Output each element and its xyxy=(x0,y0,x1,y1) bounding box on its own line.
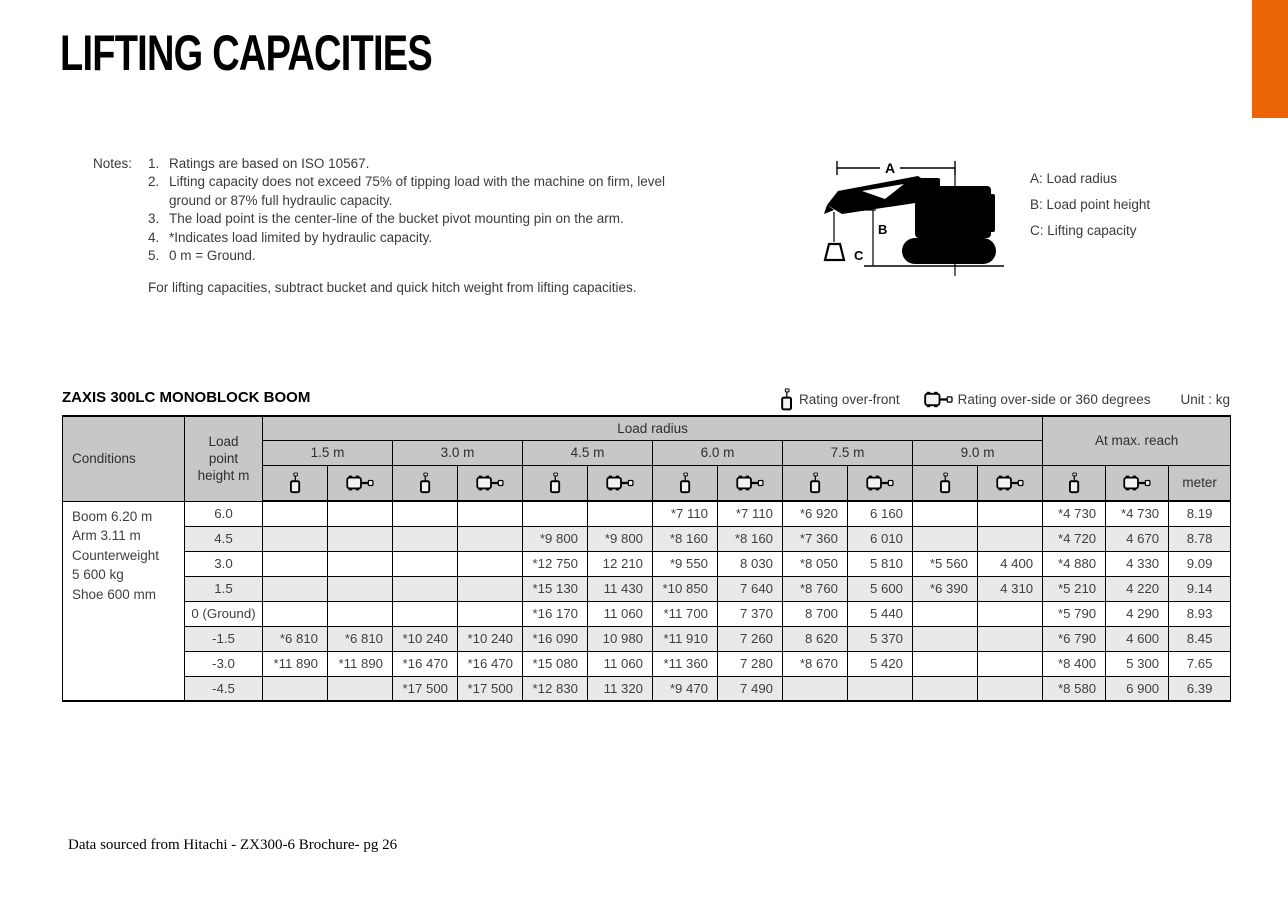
capacity-cell xyxy=(913,651,978,676)
capacity-cell: 7 370 xyxy=(718,601,783,626)
condition-line: Boom 6.20 m xyxy=(72,508,153,524)
capacity-cell xyxy=(263,676,328,701)
rating-legend xyxy=(779,386,1230,412)
capacity-cell: 5 600 xyxy=(848,576,913,601)
capacity-cell: *12 830 xyxy=(523,676,588,701)
radius-header-4-5m: 4.5 m xyxy=(523,440,653,465)
dim-label-a: A xyxy=(885,160,896,176)
side-rating-column-header xyxy=(588,465,653,501)
capacity-cell xyxy=(263,501,328,526)
side-rating-icon xyxy=(1123,474,1151,492)
capacity-cell xyxy=(328,501,393,526)
radius-header-3-0m: 3.0 m xyxy=(393,440,523,465)
table-row xyxy=(63,626,1231,651)
capacity-cell: *6 920 xyxy=(783,501,848,526)
legend-line-a: A: Load radius xyxy=(1030,171,1118,186)
dim-label-b: B xyxy=(878,222,888,237)
side-rating-icon xyxy=(476,474,504,492)
max-reach-meter-cell: 9.09 xyxy=(1169,551,1231,576)
max-reach-meter-cell: 8.93 xyxy=(1169,601,1231,626)
capacity-cell: *8 160 xyxy=(653,526,718,551)
capacity-cell xyxy=(913,601,978,626)
notes-section xyxy=(93,155,713,298)
capacity-cell: 12 210 xyxy=(588,551,653,576)
capacity-cell: *8 760 xyxy=(783,576,848,601)
table-row xyxy=(63,601,1231,626)
capacity-cell xyxy=(263,576,328,601)
lifting-capacity-table xyxy=(62,415,1231,702)
capacity-cell: *6 810 xyxy=(263,626,328,651)
radius-header-1-5m: 1.5 m xyxy=(263,440,393,465)
note-item xyxy=(148,229,693,247)
note-item xyxy=(148,247,693,265)
notes-footnote: For lifting capacities, subtract bucket and quick hitch weight from lifting capacities. xyxy=(148,280,637,296)
capacity-cell: 7 280 xyxy=(718,651,783,676)
capacity-cell xyxy=(913,501,978,526)
capacity-cell xyxy=(328,601,393,626)
table-row xyxy=(63,526,1231,551)
capacity-cell: 11 060 xyxy=(588,651,653,676)
side-rating-column-header xyxy=(848,465,913,501)
excavator-dimension-diagram xyxy=(822,148,1014,280)
capacity-cell: *7 360 xyxy=(783,526,848,551)
max-reach-meter-cell: 8.78 xyxy=(1169,526,1231,551)
capacity-cell: *16 090 xyxy=(523,626,588,651)
capacity-cell: *8 050 xyxy=(783,551,848,576)
capacity-cell: 11 060 xyxy=(588,601,653,626)
capacity-cell: 8 700 xyxy=(783,601,848,626)
capacity-cell: 8 620 xyxy=(783,626,848,651)
capacity-cell xyxy=(458,526,523,551)
front-rating-column-header xyxy=(913,465,978,501)
page-title: LIFTING CAPACITIES xyxy=(60,25,432,81)
note-item xyxy=(148,210,693,228)
front-rating-icon xyxy=(288,472,302,494)
notes-label: Notes: xyxy=(93,156,133,171)
side-rating-column-header xyxy=(328,465,393,501)
page-corner-accent xyxy=(1252,0,1288,118)
front-rating-icon xyxy=(548,472,562,494)
capacity-cell: *6 790 xyxy=(1043,626,1106,651)
front-rating-column-header xyxy=(1043,465,1106,501)
capacity-cell: 8 030 xyxy=(718,551,783,576)
capacity-cell: *4 720 xyxy=(1043,526,1106,551)
condition-line: 5 600 kg xyxy=(72,567,124,583)
capacity-cell xyxy=(913,526,978,551)
capacity-cell: *7 110 xyxy=(653,501,718,526)
notes-list xyxy=(148,155,693,298)
capacity-cell: *11 890 xyxy=(328,651,393,676)
capacity-cell: *8 580 xyxy=(1043,676,1106,701)
conditions-cell xyxy=(63,501,185,701)
capacity-cell: *5 210 xyxy=(1043,576,1106,601)
capacity-cell: *4 880 xyxy=(1043,551,1106,576)
table-row xyxy=(63,501,1231,526)
capacity-cell: 5 300 xyxy=(1106,651,1169,676)
load-point-height-cell: -4.5 xyxy=(185,676,263,701)
dim-label-c: C xyxy=(854,248,864,263)
capacity-cell xyxy=(328,526,393,551)
table-title: ZAXIS 300LC MONOBLOCK BOOM xyxy=(62,389,311,406)
front-rating-icon xyxy=(1067,472,1081,494)
load-point-height-cell: -1.5 xyxy=(185,626,263,651)
side-rating-icon xyxy=(996,474,1024,492)
front-rating-icon xyxy=(938,472,952,494)
capacity-cell: 4 600 xyxy=(1106,626,1169,651)
front-rating-icon xyxy=(678,472,692,494)
capacity-cell: *10 240 xyxy=(458,626,523,651)
capacity-cell xyxy=(328,551,393,576)
note-text: Lifting capacity does not exceed 75% of tipping load with the machine on firm, level ground or 87% full hydraulic capacity. xyxy=(169,174,666,208)
capacity-cell: 5 440 xyxy=(848,601,913,626)
max-reach-header: At max. reach xyxy=(1043,416,1231,465)
note-item xyxy=(148,155,693,173)
capacity-cell xyxy=(458,601,523,626)
capacity-cell: *5 790 xyxy=(1043,601,1106,626)
meter-column-header: meter xyxy=(1169,465,1231,501)
capacity-cell: *11 910 xyxy=(653,626,718,651)
capacity-cell: *9 800 xyxy=(523,526,588,551)
capacity-cell: *15 130 xyxy=(523,576,588,601)
table-row xyxy=(63,651,1231,676)
capacity-cell xyxy=(458,576,523,601)
capacity-cell: 5 370 xyxy=(848,626,913,651)
capacity-cell xyxy=(913,626,978,651)
capacity-cell xyxy=(263,551,328,576)
source-attribution: Data sourced from Hitachi - ZX300-6 Brochure- pg 26 xyxy=(68,837,398,853)
radius-header-7-5m: 7.5 m xyxy=(783,440,913,465)
condition-line: Counterweight xyxy=(72,547,160,563)
side-rating-column-header xyxy=(718,465,783,501)
capacity-cell xyxy=(393,576,458,601)
capacity-cell xyxy=(978,676,1043,701)
capacity-cell: *9 550 xyxy=(653,551,718,576)
capacity-cell: *15 080 xyxy=(523,651,588,676)
capacity-cell: *17 500 xyxy=(393,676,458,701)
capacity-cell xyxy=(978,601,1043,626)
side-rating-column-header xyxy=(978,465,1043,501)
side-rating-icon xyxy=(736,474,764,492)
capacity-cell: 6 160 xyxy=(848,501,913,526)
table-body xyxy=(63,501,1231,701)
max-reach-meter-cell: 8.19 xyxy=(1169,501,1231,526)
capacity-cell: 7 640 xyxy=(718,576,783,601)
rating-over-front-label: Rating over-front xyxy=(799,391,900,407)
capacity-cell xyxy=(328,676,393,701)
load-point-height-cell: 4.5 xyxy=(185,526,263,551)
capacity-cell: *8 400 xyxy=(1043,651,1106,676)
note-text: 0 m = Ground. xyxy=(169,248,256,264)
condition-line: Arm 3.11 m xyxy=(72,528,141,544)
capacity-cell: 7 260 xyxy=(718,626,783,651)
load-point-height-cell: -3.0 xyxy=(185,651,263,676)
note-item xyxy=(148,173,693,210)
side-rating-icon xyxy=(866,474,894,492)
capacity-cell xyxy=(848,676,913,701)
load-radius-header: Load radius xyxy=(263,416,1043,440)
condition-line: Shoe 600 mm xyxy=(72,586,157,602)
capacity-cell xyxy=(328,576,393,601)
max-reach-meter-cell: 8.45 xyxy=(1169,626,1231,651)
capacity-cell xyxy=(458,551,523,576)
capacity-cell: 11 430 xyxy=(588,576,653,601)
capacity-cell xyxy=(978,526,1043,551)
conditions-header: Conditions xyxy=(63,416,185,501)
capacity-cell: 4 310 xyxy=(978,576,1043,601)
capacity-cell: 4 330 xyxy=(1106,551,1169,576)
note-text: The load point is the center-line of the bucket pivot mounting pin on the arm. xyxy=(169,211,624,227)
front-rating-column-header xyxy=(523,465,588,501)
capacity-cell: 4 290 xyxy=(1106,601,1169,626)
max-reach-meter-cell: 7.65 xyxy=(1169,651,1231,676)
capacity-cell: *8 670 xyxy=(783,651,848,676)
capacity-cell: *6 810 xyxy=(328,626,393,651)
capacity-cell: *7 110 xyxy=(718,501,783,526)
capacity-cell: *9 800 xyxy=(588,526,653,551)
capacity-cell xyxy=(393,551,458,576)
capacity-cell: 10 980 xyxy=(588,626,653,651)
max-reach-meter-cell: 6.39 xyxy=(1169,676,1231,701)
capacity-cell xyxy=(263,526,328,551)
capacity-cell: *6 390 xyxy=(913,576,978,601)
front-rating-column-header xyxy=(653,465,718,501)
capacity-cell xyxy=(263,601,328,626)
capacity-cell: 7 490 xyxy=(718,676,783,701)
capacity-cell: *11 700 xyxy=(653,601,718,626)
capacity-cell: *17 500 xyxy=(458,676,523,701)
side-rating-column-header xyxy=(1106,465,1169,501)
capacity-cell: *16 470 xyxy=(393,651,458,676)
capacity-cell: *16 470 xyxy=(458,651,523,676)
load-point-height-cell: 3.0 xyxy=(185,551,263,576)
load-point-height-cell: 1.5 xyxy=(185,576,263,601)
capacity-cell xyxy=(588,501,653,526)
side-rating-icon xyxy=(346,474,374,492)
capacity-cell xyxy=(978,651,1043,676)
capacity-cell: *4 730 xyxy=(1043,501,1106,526)
note-text: *Indicates load limited by hydraulic capacity. xyxy=(169,229,433,245)
capacity-cell: *10 240 xyxy=(393,626,458,651)
capacity-cell: *10 850 xyxy=(653,576,718,601)
front-rating-column-header xyxy=(263,465,328,501)
capacity-cell xyxy=(913,676,978,701)
load-point-height-header: Load point height m xyxy=(185,416,263,501)
diagram-legend xyxy=(1030,166,1150,244)
radius-header-9-0m: 9.0 m xyxy=(913,440,1043,465)
front-rating-icon xyxy=(808,472,822,494)
capacity-cell: 4 670 xyxy=(1106,526,1169,551)
note-number: 5. xyxy=(148,248,160,264)
unit-label: Unit : kg xyxy=(1180,391,1230,407)
note-number: 3. xyxy=(148,211,160,227)
legend-line-b: B: Load point height xyxy=(1030,197,1151,212)
front-rating-column-header xyxy=(393,465,458,501)
rating-over-side-icon xyxy=(924,390,953,409)
max-reach-meter-cell: 9.14 xyxy=(1169,576,1231,601)
capacity-cell xyxy=(458,501,523,526)
capacity-cell: 11 320 xyxy=(588,676,653,701)
side-rating-icon xyxy=(606,474,634,492)
capacity-cell xyxy=(393,526,458,551)
capacity-cell: *12 750 xyxy=(523,551,588,576)
capacity-cell: 6 010 xyxy=(848,526,913,551)
capacity-cell: 5 810 xyxy=(848,551,913,576)
table-row xyxy=(63,676,1231,701)
side-rating-column-header xyxy=(458,465,523,501)
capacity-cell xyxy=(393,501,458,526)
capacity-cell: 5 420 xyxy=(848,651,913,676)
rating-over-front-icon xyxy=(779,388,794,411)
capacity-cell xyxy=(783,676,848,701)
capacity-cell: *4 730 xyxy=(1106,501,1169,526)
capacity-cell xyxy=(978,501,1043,526)
capacity-cell: *11 360 xyxy=(653,651,718,676)
capacity-cell: *11 890 xyxy=(263,651,328,676)
capacity-cell: *8 160 xyxy=(718,526,783,551)
front-rating-icon xyxy=(418,472,432,494)
note-number: 4. xyxy=(148,229,160,245)
capacity-cell xyxy=(393,601,458,626)
load-point-height-cell: 0 (Ground) xyxy=(185,601,263,626)
table-row xyxy=(63,551,1231,576)
front-rating-column-header xyxy=(783,465,848,501)
capacity-cell: 6 900 xyxy=(1106,676,1169,701)
capacity-cell: *16 170 xyxy=(523,601,588,626)
radius-header-6-0m: 6.0 m xyxy=(653,440,783,465)
capacity-cell xyxy=(978,626,1043,651)
capacity-cell: 4 400 xyxy=(978,551,1043,576)
capacity-cell: *9 470 xyxy=(653,676,718,701)
capacity-cell xyxy=(523,501,588,526)
table-row xyxy=(63,576,1231,601)
note-text: Ratings are based on ISO 10567. xyxy=(169,156,370,171)
capacity-cell: 4 220 xyxy=(1106,576,1169,601)
note-number: 1. xyxy=(148,156,160,171)
note-number: 2. xyxy=(148,174,160,190)
rating-over-side-label: Rating over-side or 360 degrees xyxy=(957,391,1151,407)
load-point-height-cell: 6.0 xyxy=(185,501,263,526)
capacity-cell: *5 560 xyxy=(913,551,978,576)
legend-line-c: C: Lifting capacity xyxy=(1030,223,1137,238)
